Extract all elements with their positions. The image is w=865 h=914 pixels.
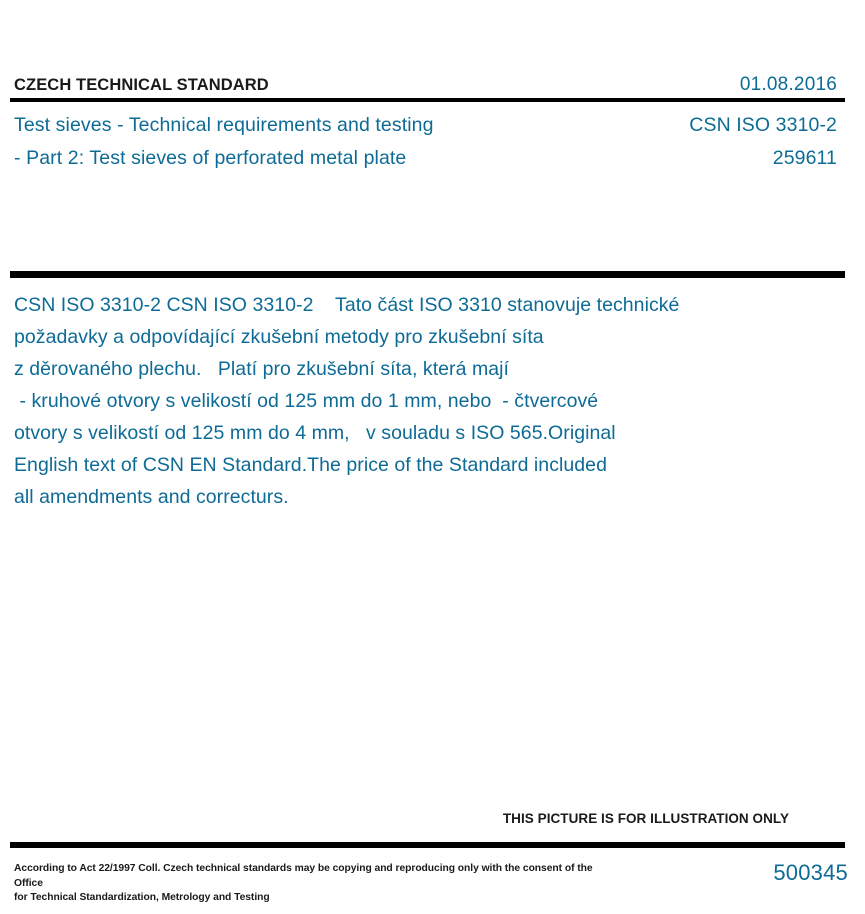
illustration-disclaimer: THIS PICTURE IS FOR ILLUSTRATION ONLY (502, 811, 789, 826)
footer-legal-line-2: for Technical Standardization, Metrology and Testing (14, 892, 270, 903)
standard-title-line-1: Test sieves - Technical requirements and testing (14, 114, 434, 136)
title-row-1 (14, 114, 837, 137)
abstract-line: požadavky a odpovídající zkušební metody pro zkušební síta (14, 326, 544, 348)
footer-divider-rule (10, 842, 845, 848)
title-row-2 (14, 147, 837, 170)
abstract-line: z děrovaného plechu. Platí pro zkušební síta, která mají (14, 358, 509, 380)
standard-title-line-2: - Part 2: Test sieves of perforated metal plate (14, 147, 407, 169)
footer-order-code: 500345 (773, 860, 848, 885)
page-title: CZECH TECHNICAL STANDARD (14, 76, 269, 94)
abstract-line: all amendments and correcturs. (14, 486, 289, 508)
abstract-text-block (14, 289, 844, 513)
footer-legal-notice (14, 862, 614, 906)
abstract-divider-rule (10, 271, 845, 278)
standard-designation: CSN ISO 3310-2 (689, 114, 837, 136)
publication-date: 01.08.2016 (739, 74, 837, 95)
standard-catalog-number: 259611 (772, 147, 837, 169)
header-divider-rule (10, 98, 845, 102)
document-header (14, 74, 837, 98)
title-block (14, 114, 837, 180)
abstract-line: CSN ISO 3310-2 CSN ISO 3310-2 Tato část ISO 3310 stanovuje technické (14, 294, 680, 316)
abstract-line: English text of CSN EN Standard.The price of the Standard included (14, 454, 607, 476)
abstract-line: - kruhové otvory s velikostí od 125 mm do 1 mm, nebo - čtvercové (14, 390, 599, 412)
abstract-line: otvory s velikostí od 125 mm do 4 mm, v souladu s ISO 565.Original (14, 422, 616, 444)
footer-legal-line-1: According to Act 22/1997 Coll. Czech technical standards may be copying and reproducing only with the consent of the Office (14, 863, 593, 889)
